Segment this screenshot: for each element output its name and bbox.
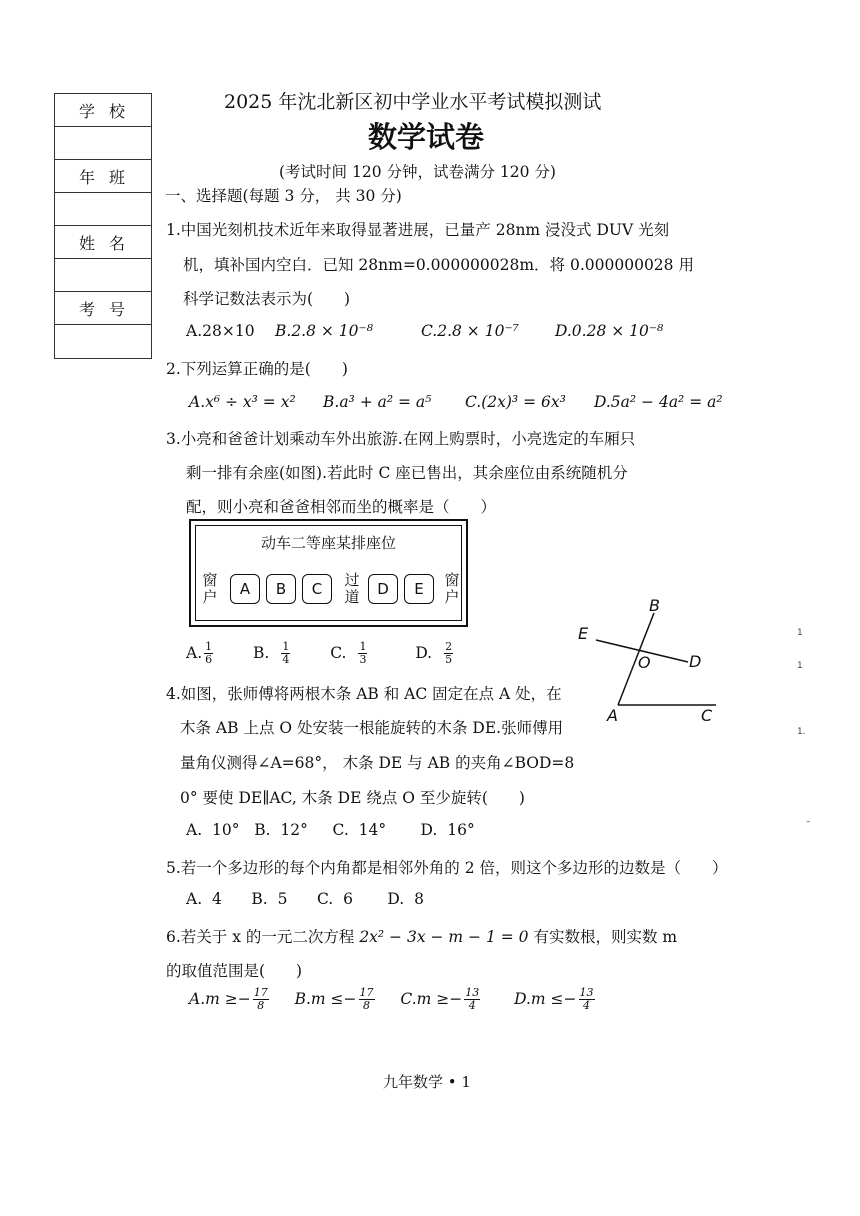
margin-mark: 1	[797, 661, 803, 671]
q3-line1: 3.小亮和爸爸计划乘动车外出旅游.在网上购票时，小亮选定的车厢只	[166, 430, 636, 448]
info-school-label: 学校	[55, 94, 151, 127]
label-b: B	[649, 596, 660, 615]
info-name-field[interactable]	[55, 259, 151, 292]
seat-c: C	[302, 574, 332, 604]
page-footer: 九年数学 • 1	[383, 1073, 471, 1091]
q6-option-a: A.m ≥− $\frac{17}{8}$	[189, 986, 268, 1012]
q6-equation: 2x² − 3x − m − 1 = 0	[359, 928, 529, 946]
seat-e: E	[404, 574, 434, 604]
q4-options: A. 10° B. 12° C. 14° D. 16°	[186, 821, 475, 839]
q2-option-a: A.x⁶ ÷ x³ = x²	[189, 393, 296, 411]
q6-option-d: D.m ≤− $\frac{13}{4}$	[514, 986, 594, 1012]
seat-diagram-title: 动车二等座某排座位	[260, 534, 396, 552]
seat-b: B	[266, 574, 296, 604]
q4-line1: 4.如图，张师傅将两根木条 AB 和 AC 固定在点 A 处，在	[166, 685, 562, 703]
q3-line3: 配，则小亮和爸爸相邻而坐的概率是（ ）	[186, 498, 497, 516]
seat-diagram	[189, 519, 468, 627]
exam-title: 2025 年沈北新区初中学业水平考试模拟测试	[224, 91, 602, 113]
label-c: C	[701, 706, 713, 725]
q2-option-b: B.a³ + a² = a⁵	[323, 393, 432, 411]
info-id-label: 考号	[55, 292, 151, 325]
label-e: E	[578, 624, 589, 643]
info-class-label: 年班	[55, 160, 151, 193]
exam-info: (考试时间 120 分钟，试卷满分 120 分)	[279, 163, 556, 181]
q1-option-d: D.0.28 × 10⁻⁸	[555, 322, 664, 340]
q6-line2: 的取值范围是( )	[166, 962, 303, 980]
q3-line2: 剩一排有余座(如图).若此时 C 座已售出，其余座位由系统随机分	[186, 464, 628, 482]
q1-option-a: A.28×10	[186, 322, 255, 340]
label-a: A	[607, 706, 618, 725]
q3-option-b: B. $\frac{1}{4}$	[253, 640, 290, 666]
q3-option-c: C. $\frac{1}{3}$	[330, 640, 367, 666]
window-left-label: 窗户	[202, 571, 218, 606]
q5-stem: 5.若一个多边形的每个内角都是相邻外角的 2 倍，则这个多边形的边数是（ ）	[166, 859, 728, 877]
q5-options: A. 4 B. 5 C. 6 D. 8	[186, 890, 424, 908]
info-name-label: 姓名	[55, 226, 151, 259]
q3-option-a: A. $\frac{1}{6}$	[186, 640, 213, 666]
q6-option-b: B.m ≤− $\frac{17}{8}$	[294, 986, 374, 1012]
section-title: 一、选择题(每题 3 分， 共 30 分)	[165, 187, 402, 205]
margin-mark: 1	[797, 628, 803, 638]
margin-mark: –	[806, 817, 811, 827]
window-right-label: 窗户	[444, 571, 460, 606]
q4-line4: 0° 要使 DE∥AC, 木条 DE 绕点 O 至少旋转( )	[180, 789, 525, 807]
q4-line3: 量角仪测得∠A=68°， 木条 DE 与 AB 的夹角∠BOD=8	[180, 754, 575, 772]
q1-line3: 科学记数法表示为( )	[183, 290, 351, 308]
aisle-label: 过道	[344, 571, 360, 606]
label-d: D	[689, 652, 702, 671]
seat-a: A	[230, 574, 260, 604]
subject-title: 数学试卷	[368, 120, 485, 154]
q3-options	[186, 641, 455, 666]
student-info-table	[54, 93, 152, 359]
q2-option-d: D.5a² − 4a² = a²	[594, 393, 723, 411]
info-school-field[interactable]	[55, 127, 151, 160]
q1-option-c: C.2.8 × 10⁻⁷	[421, 322, 519, 340]
q2-option-c: C.(2x)³ = 6x³	[465, 393, 566, 411]
q1-option-b: B.2.8 × 10⁻⁸	[275, 322, 373, 340]
q1-line2: 机，填补国内空白．已知 28nm=0.000000028m．将 0.000000028 用	[183, 256, 694, 274]
q6-line1: 6.若关于 x 的一元二次方程 2x² − 3x − m − 1 = 0 有实数根，则实数 m	[166, 928, 678, 946]
info-id-field[interactable]	[55, 325, 151, 358]
margin-mark: 1.	[797, 727, 806, 737]
q6-option-c: C.m ≥− $\frac{13}{4}$	[400, 986, 480, 1012]
q1-line1: 1.中国光刻机技术近年来取得显著进展，已量产 28nm 浸没式 DUV 光刻	[166, 221, 670, 239]
q2-stem: 2.下列运算正确的是( )	[166, 360, 348, 378]
q4-line2: 木条 AB 上点 O 处安装一根能旋转的木条 DE.张师傅用	[180, 719, 564, 737]
q3-option-d: D. $\frac{2}{5}$	[415, 640, 453, 666]
q6-options	[189, 987, 597, 1012]
label-o: O	[638, 653, 651, 672]
seat-d: D	[368, 574, 398, 604]
info-class-field[interactable]	[55, 193, 151, 226]
